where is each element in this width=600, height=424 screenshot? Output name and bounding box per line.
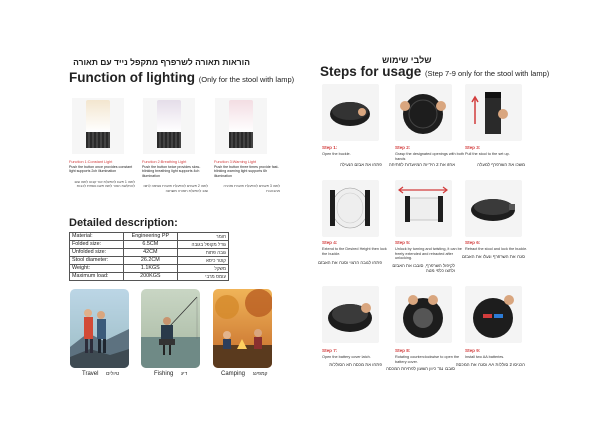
lamp-base (86, 132, 110, 148)
step-5-label: Step 5: (395, 240, 411, 245)
spec-value: 26.2CM (123, 257, 178, 265)
step-7-label: Step 7: (322, 348, 338, 353)
lamp-base (229, 132, 253, 148)
light-function-heb: לחצו 1 פעם להפעלת אור קבוע לחצו שוב להחלשת האור לחצו פעם נוספת לכבות (74, 179, 135, 189)
step-1-heb: פתחו את אבזם הנעילה (339, 162, 382, 167)
steps-title-text: Steps for usage (320, 64, 422, 79)
step-5-heb: לקיפול השרפרף, סובבו את האבזם ולחצו כלפי מטה (392, 263, 455, 274)
breathing-light-caption (142, 160, 208, 194)
table-row (70, 273, 229, 281)
camping-photo (213, 289, 272, 368)
warning-light-image (215, 98, 267, 154)
stool-retract-icon (395, 180, 452, 237)
light-function-heb: לחצו 2 פעמים להפעלת תאורת נשימה לחצו שוב להפעלת תאורה משתנה (143, 184, 208, 193)
spec-label: Maximum load: (70, 273, 124, 281)
spec-value: 200KGS (123, 273, 178, 281)
warning-light-caption (214, 160, 280, 194)
stool-closed-icon (322, 84, 379, 141)
battery-latch-icon (322, 286, 379, 343)
photo-label: Travel (82, 371, 99, 377)
spec-heb: גודל מקופל בגובה (178, 241, 229, 249)
fishing-photo (141, 289, 200, 368)
light-function-desc: Push the button three times provide fast-blinking warning light supports 6h illumination (214, 164, 279, 178)
step-8-text: Rotating counterclockwise to open the battery cover. (395, 355, 460, 364)
fishing-caption (154, 371, 187, 377)
step-4-label: Step 4: (322, 240, 338, 245)
step-4-heb: פתחו לגובה הרצוי וסגרו את האבזם (318, 260, 382, 265)
steps-page (300, 0, 600, 424)
step-2-image (395, 84, 452, 141)
light-function-name: Function 2:Breathing Light (142, 160, 187, 164)
step-7-image (322, 286, 379, 343)
step-9-text: Install two AA batteries. (465, 355, 505, 359)
step-3-image (465, 84, 522, 141)
step-3-label: Step 3: (465, 145, 481, 150)
table-row (70, 265, 229, 273)
step-8-image (395, 286, 452, 343)
breathing-light-image (143, 98, 195, 154)
constant-light-image (72, 98, 124, 154)
travel-caption (82, 371, 119, 377)
table-row (70, 241, 229, 249)
photo-label: Fishing (154, 371, 174, 377)
spec-label: Unfolded size: (70, 249, 124, 257)
spec-table (69, 232, 229, 281)
step-2-text: Grasp the designated openings with both hands (395, 152, 465, 161)
table-row (70, 233, 229, 241)
fishing-illustration (141, 289, 200, 368)
camping-caption (221, 371, 267, 377)
photo-label: Camping (221, 371, 246, 377)
spec-heb: עומס מרבי (178, 273, 229, 281)
light-function-heb: לחצו 3 פעמים להפעלת תאורת אזהרה מהבהבת (223, 184, 280, 193)
spec-value: 1.1KGS (123, 265, 178, 273)
spec-heb: גובה פתוח (178, 249, 229, 257)
light-function-name: Function 3:Warning Light (214, 160, 257, 164)
travel-photo (70, 289, 129, 368)
battery-cover-icon (395, 286, 452, 343)
spec-label: Weight: (70, 265, 124, 273)
step-6-image (465, 180, 522, 237)
table-row (70, 249, 229, 257)
spec-value: 42CM (123, 249, 178, 257)
step-9-heb: הכניסו 2 סוללות AA וסגרו את המכסה (455, 362, 525, 367)
camping-illustration (213, 289, 272, 368)
spec-heb: משקל (178, 265, 229, 273)
step-6-text: Retract the stool and lock the buckle. (465, 247, 528, 251)
steps-hebrew-title: שלבי שימוש (382, 55, 432, 65)
photo-label-heb: דיג (181, 371, 188, 377)
step-8-heb: סובבו נגד כיוון השעון לפתיחת המכסה (386, 366, 455, 371)
spec-value: Engineering PP (123, 233, 178, 241)
table-row (70, 257, 229, 265)
battery-install-icon (465, 286, 522, 343)
step-8-label: Step 8: (395, 348, 411, 353)
step-6-heb: סגרו את השרפרף ונעלו את האבזם (462, 254, 525, 259)
photo-label-heb: טיולים (106, 371, 120, 377)
lamp-glow (157, 100, 181, 132)
step-4-image (322, 180, 379, 237)
stool-pull-icon (465, 84, 522, 141)
step-6-label: Step 6: (465, 240, 481, 245)
step-2-label: Step 2: (395, 145, 411, 150)
stool-locked-icon (465, 180, 522, 237)
spec-label: Material: (70, 233, 124, 241)
stool-grip-icon (395, 84, 452, 141)
step-2-heb: אחזו את 2 הידיות המיועדות לפתיחה (388, 162, 455, 167)
step-9-label: Step 9: (465, 348, 481, 353)
light-function-desc: Push the button twice provides slow-blinking breathing light supports 4ch illumination (142, 164, 201, 178)
lamp-glow (229, 100, 253, 132)
step-1-image (322, 84, 379, 141)
steps-title (320, 64, 549, 79)
steps-title-note: (Step 7-9 only for the stool with lamp) (425, 69, 550, 78)
step-9-image (465, 286, 522, 343)
step-5-image (395, 180, 452, 237)
travel-illustration (70, 289, 129, 368)
step-5-text: Unlock by turning and twisting, it can be freely extended and retracted after unlocking. (395, 247, 462, 261)
step-4-text: Extend to the Desired Height then lock the buckle. (322, 247, 387, 256)
spec-heb: חומר (178, 233, 229, 241)
constant-light-caption (69, 160, 135, 189)
photo-label-heb: קמפינג (252, 371, 268, 377)
step-7-text: Open the battery cover latch. (322, 355, 371, 359)
step-7-heb: פתחו את מכסה תא הסוללות (329, 362, 382, 367)
spec-heb: קוטר כיסא (178, 257, 229, 265)
spec-label: Folded size: (70, 241, 124, 249)
step-1-label: Step 1: (322, 145, 338, 150)
lighting-title-text: Function of lighting (69, 70, 195, 85)
lighting-title (69, 70, 294, 85)
light-function-name: Function 1:Constant Light (69, 160, 113, 164)
lighting-hebrew-title: הוראות תאורה לשרפרף מתקפל נייד עם תאורה (73, 57, 250, 67)
step-3-heb: משכו את השרפרף למעלה (477, 162, 525, 167)
spec-label: Stool diameter: (70, 257, 124, 265)
detail-title: Detailed description: (69, 217, 178, 229)
stool-extended-icon (322, 180, 379, 237)
lamp-base (157, 132, 181, 148)
light-function-desc: Push the button once provides constant light supports 2ch illumination (69, 164, 133, 174)
step-1-text: Open the buckle. (322, 152, 351, 156)
spec-value: 6.5CM (123, 241, 178, 249)
lamp-glow (86, 100, 110, 132)
step-3-text: Pull the stool to the set up. (465, 152, 510, 156)
lighting-title-note: (Only for the stool with lamp) (198, 75, 295, 84)
